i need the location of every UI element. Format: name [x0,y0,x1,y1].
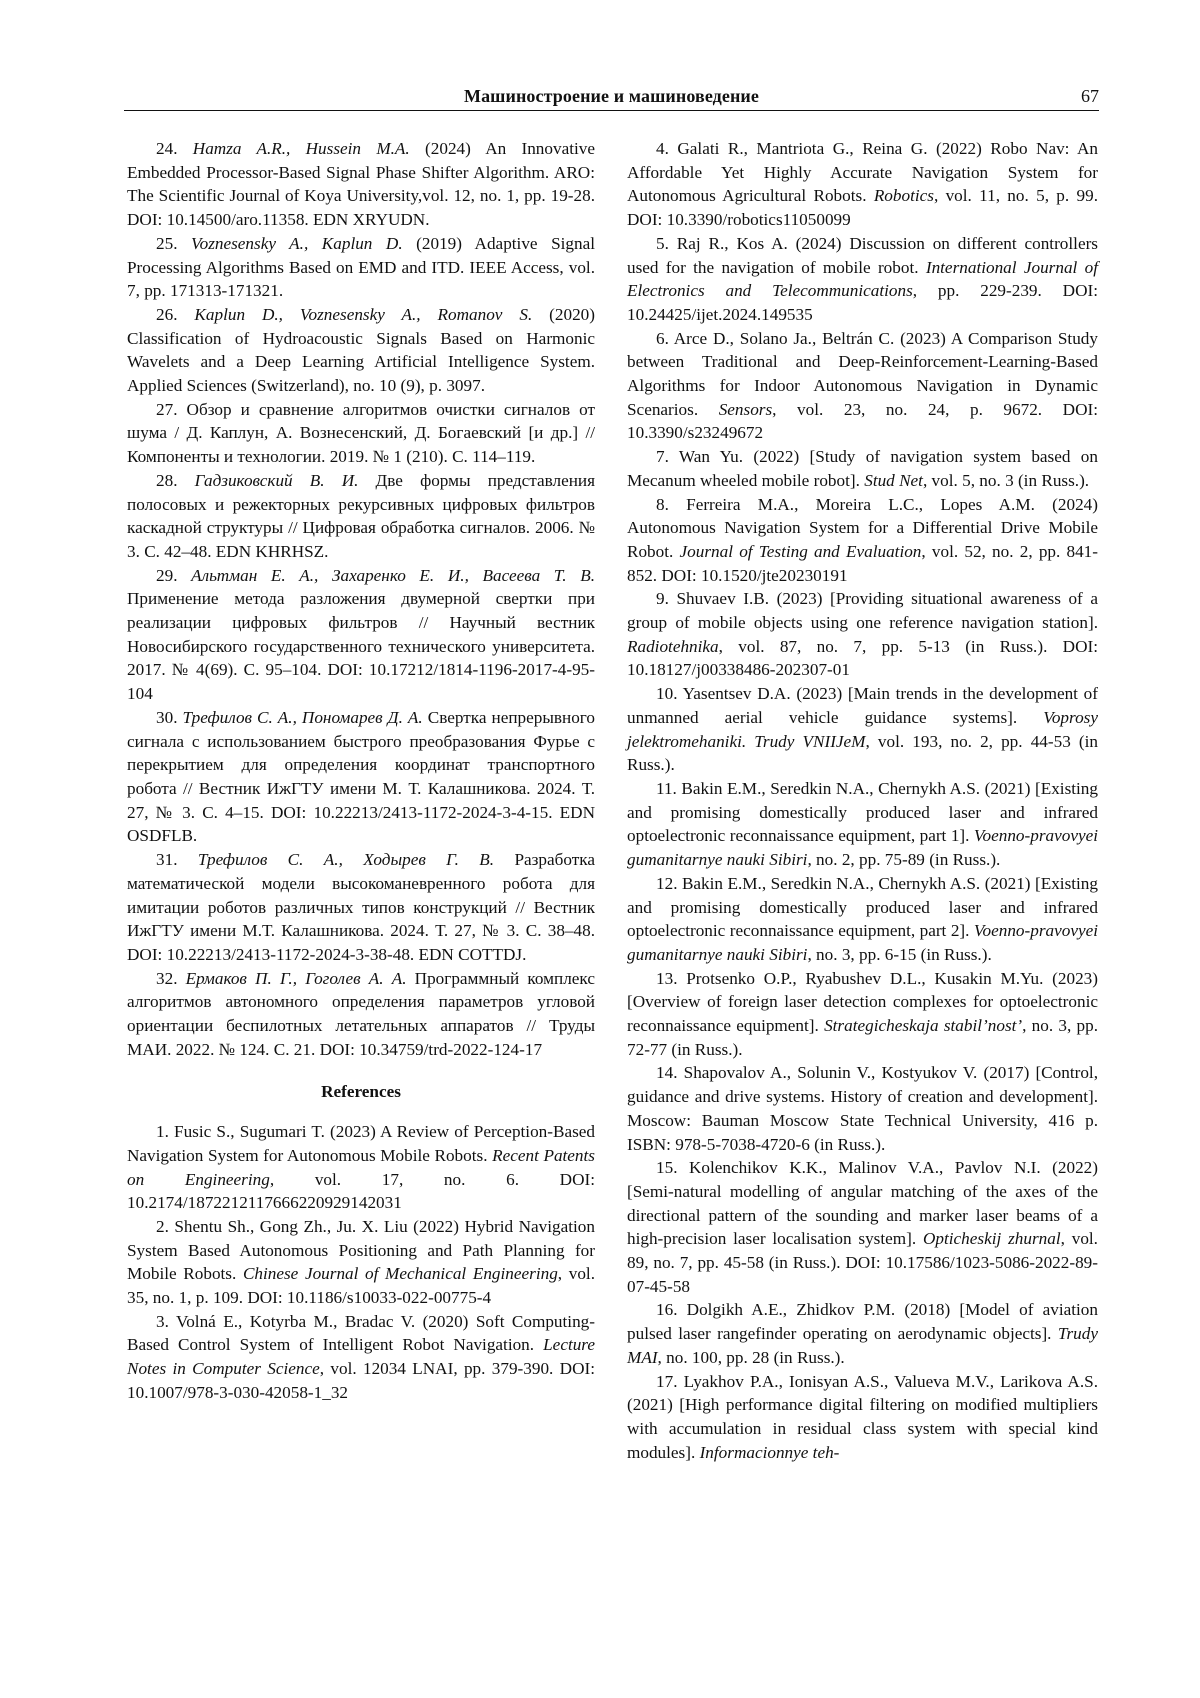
reference-item [627,1370,1098,1465]
reference-source: Chinese Journal of Mechanical Engineering [242,1264,558,1284]
reference-item [127,1310,595,1405]
reference-number: 11. [656,778,677,798]
reference-text: Программный комплекс алгоритмов автономного определения параметров угловой ориентации беспилотных летательных аппаратов // Труды МАИ. 2022. № 124. С. 21. DOI: 10.34759/trd-2022-124-17 [127,968,595,1059]
reference-number: 6. [656,328,669,348]
reference-number: 29. [156,565,192,585]
reference-number: 17. [656,1371,678,1391]
reference-number: 28. [156,470,195,490]
reference-item [127,1215,595,1310]
reference-text: Shuvaev I.B. (2023) [Providing situational awareness of a group of mobile objects using one reference navigation station]. [627,589,1098,633]
reference-source: Opticheskij zhurnal [922,1229,1061,1249]
reference-item [127,398,595,469]
reference-number: 26. [156,304,195,324]
reference-item [627,232,1098,327]
reference-item [627,1061,1098,1156]
reference-source: Journal of Testing and Evaluation [679,541,922,561]
reference-item [127,303,595,398]
reference-item [627,445,1098,492]
reference-source: Trudy MAI [627,1324,1098,1367]
reference-text: Две формы представления полосовых и режекторных рекурсивных цифровых фильтров каскадной структуры // Цифровая обработка сигналов. 2006. № 3. С. 42–48. EDN KHRHSZ. [127,470,596,561]
reference-source: Sensors [718,399,773,419]
reference-item [127,848,595,967]
reference-text: Обзор и сравнение алгоритмов очистки сигналов от шума / Д. Каплун, А. Вознесенский, Д. Богаевский [и др.] // Компоненты и технологии. 2019. № 1 (210). С. 114–119. [127,399,595,467]
reference-text: Ferreira M.A., Moreira L.C., Lopes A.M. (2024) Autonomous Navigation System for a Differential Drive Mobile Robot. [627,494,1098,561]
reference-authors: Трефилов С. А., Ходырев Г. В. [197,850,495,870]
reference-authors: Гадзиковский В. И. [194,470,359,490]
reference-text: (2020) Classification of Hydroacoustic Signals Based on Harmonic Wavelets and a Deep Learning Artificial Intelligence System. Applied Sciences (Switzerland), no. 10 (9), p. 3097. [127,304,596,396]
reference-text: Lyakhov P.A., Ionisyan A.S., Valueva M.V., Larikova A.S. (2021) [High performance digital filtering on modified multipliers with accumulation in residual class system with special kind modules]. [627,1371,1098,1462]
reference-item [627,137,1098,232]
reference-text: Arce D., Solano Ja., Beltrán C. (2023) A Comparison Study between Traditional and Deep-Reinforcement-Learning-Based Algorithms for Indoor Autonomous Navigation in Dynamic Scenarios. [627,328,1098,419]
reference-details: , no. 3, pp. 72-77 (in Russ.). [627,1016,1099,1059]
reference-text: Protsenko O.P., Ryabushev D.L., Kusakin M.Yu. (2023) [Overview of foreign laser detection complexes for optoelectronic reconnaissance equipment]. [627,968,1098,1036]
reference-details: , vol. 5, no. 3 (in Russ.). [922,470,1090,490]
reference-source: International Journal of Electronics and Telecommunications [627,257,1098,301]
reference-item [627,777,1098,872]
reference-number: 31. [156,850,198,870]
reference-number: 30. [156,707,183,727]
reference-number: 16. [656,1300,678,1320]
reference-text: Bakin E.M., Seredkin N.A., Chernykh A.S. (2021) [Existing and promising domestically produced laser and infrared optoelectronic reconnaissance equipment, part 2]. [627,873,1098,941]
journal-section-title: Машиностроение и машиноведение [463,86,759,106]
page-number: 67 [1081,86,1099,106]
reference-text: Galati R., Mantriota G., Reina G. (2022) Robo Nav: An Affordable Yet Highly Accurate Navigation System for Autonomous Agricultural Robots. [627,139,1098,206]
reference-source: Radiotehnika [627,636,719,656]
reference-authors: Трефилов С. А., Пономарев Д. А. [182,707,423,727]
reference-text: (2019) Adaptive Signal Processing Algorithms Based on EMD and ITD. IEEE Access, vol. 7, pp. 171313-171321. [127,233,596,301]
reference-number: 9. [656,589,669,609]
reference-text: Shapovalov A., Solunin V., Kostyukov V. (2017) [Control, guidance and drive systems. History of creation and development]. Moscow: Bauman Moscow State Technical University, 416 p. ISBN: 978-5-7038-4720-6 (in Russ.). [627,1063,1098,1154]
reference-number: 13. [656,968,678,988]
reference-number: 27. [156,399,187,419]
reference-details: , vol. 193, no. 2, pp. 44-53 (in Russ.). [627,731,1098,775]
reference-source: Stud Net [864,470,923,490]
reference-item [627,327,1098,446]
reference-details: , vol. 17, no. 6. DOI: 10.2174/1872212117666220929142031 [127,1169,595,1213]
reference-source: Lecture Notes in Computer Science [127,1335,595,1379]
reference-authors: Voznesensky A., Kaplun D. [191,233,403,253]
right-column [627,137,1098,1464]
reference-source: Voenno-pravovyei gumanitarnye nauki Sibiri [627,921,1098,964]
reference-source: Recent Patents on Engineering [127,1145,595,1189]
reference-item [627,587,1098,682]
reference-text: Свертка непрерывного сигнала с использованием быстрого преобразования Фурье с перекрытием для определения координат транспортного робота // Вестник ИжГТУ имени М. Т. Калашникова. 2024. Т. 27, № 3. С. 4–15. DOI: 10.22213/2413-1172-2024-3-4-15. EDN OSDFLB. [127,707,596,846]
reference-source: Informacionnye teh- [699,1442,840,1462]
english-reference-list-right [627,137,1098,1464]
reference-text: Dolgikh A.E., Zhidkov P.M. (2018) [Model of aviation pulsed laser rangefinder operating on aerodynamic objects]. [627,1300,1098,1344]
reference-authors: Ермаков П. Г., Гоголев А. А. [185,968,407,988]
reference-source: Voprosy jelektromehaniki. Trudy VNIIJeM [627,707,1098,751]
reference-text: Bakin E.M., Seredkin N.A., Chernykh A.S. (2021) [Existing and promising domestically produced laser and infrared optoelectronic reconnaissance equipment, part 1]. [627,778,1098,846]
reference-source: Robotics [873,186,934,206]
reference-details: , pp. 229-239. DOI: 10.24425/ijet.2024.149535 [627,281,1098,324]
reference-text: Volná E., Kotyrba M., Bradac V. (2020) Soft Computing-Based Control System of Intelligent Robot Navigation. [127,1311,595,1355]
reference-number: 3. [156,1311,169,1331]
reference-text: Raj R., Kos A. (2024) Discussion on different controllers used for the navigation of mobile robot. [627,233,1098,277]
reference-item [627,967,1098,1062]
reference-text: (2024) An Innovative Embedded Processor-Based Signal Phase Shifter Algorithm. ARO: The Scientific Journal of Koya University,vol. 12, no. 1, pp. 19-28. DOI: 10.14500/aro.11358. EDN XRYUDN. [127,139,595,230]
reference-number: 2. [156,1216,169,1236]
reference-details: , no. 100, pp. 28 (in Russ.). [657,1347,845,1367]
reference-number: 25. [156,233,192,253]
reference-details: , vol. 87, no. 7, pp. 5-13 (in Russ.). DOI: 10.18127/j00338486-202307-01 [627,636,1098,680]
reference-authors: Hamza A.R., Hussein M.A. [192,139,410,158]
reference-details: , vol. 12034 LNAI, pp. 379-390. DOI: 10.1007/978-3-030-42058-1_32 [127,1359,595,1402]
reference-details: , vol. 35, no. 1, p. 109. DOI: 10.1186/s10033-022-00775-4 [127,1264,595,1308]
russian-reference-list [127,137,595,1061]
reference-details: , vol. 52, no. 2, pp. 841-852. DOI: 10.1520/jte20230191 [627,541,1099,585]
reference-item [127,564,595,706]
reference-item [127,706,595,848]
reference-number: 15. [656,1158,678,1178]
reference-number: 32. [156,968,186,988]
reference-number: 24. [156,139,193,158]
reference-item [127,1120,595,1215]
reference-number: 10. [656,684,678,704]
reference-authors: Kaplun D., Voznesensky A., Romanov S. [194,304,533,324]
reference-item [627,872,1098,967]
reference-text: Shentu Sh., Gong Zh., Ju. X. Liu (2022) Hybrid Navigation System Based Autonomous Positioning and Path Planning for Mobile Robots. [127,1216,595,1284]
reference-number: 1. [156,1122,169,1142]
reference-text: Применение метода разложения двумерной свертки при реализации цифровых фильтров // Научный вестник Новосибирского государственного технического университета. 2017. № 4(69). С. 95–104. DOI: 10.17212/1814-1196-2017-4-95-104 [127,589,595,704]
reference-details: , vol. 11, no. 5, p. 99. DOI: 10.3390/robotics11050099 [627,186,1098,230]
reference-text: Wan Yu. (2022) [Study of navigation system based on Mecanum wheeled mobile robot]. [627,447,1098,490]
reference-item [627,682,1098,777]
reference-number: 12. [656,873,678,893]
reference-number: 8. [656,494,669,514]
reference-item [127,469,595,564]
reference-item [627,493,1098,588]
reference-authors: Альтман Е. А., Захаренко Е. И., Васеева Т. В. [191,565,596,585]
reference-details: , no. 3, pp. 6-15 (in Russ.). [807,944,992,964]
left-column [127,137,595,1405]
reference-item [127,232,595,303]
reference-source: Voenno-pravovyei gumanitarnye nauki Sibiri [627,826,1098,870]
english-reference-list-left [127,1120,595,1404]
reference-text: Разработка математической модели высокоманевренного робота для имитации роботов различных типов конструкций // Вестник ИжГТУ имени М.Т. Калашникова. 2024. Т. 27, № 3. С. 38–48. DOI: 10.22213/2413-1172-2024-3-38-48. EDN COTTDJ. [127,850,595,964]
reference-number: 5. [656,233,669,253]
reference-text: Kolenchikov K.K., Malinov V.A., Pavlov N.I. (2022) [Semi-natural modelling of angular matching of the axes of the directional pattern of the sounding and marker laser beams of a high-precision laser localisation system]. [627,1158,1098,1249]
running-header [124,86,1099,111]
reference-details: , vol. 23, no. 24, p. 9672. DOI: 10.3390/s23249672 [627,399,1098,443]
reference-item [627,1156,1098,1298]
reference-details: , no. 2, pp. 75-89 (in Russ.). [807,850,1001,870]
reference-number: 7. [656,447,669,467]
reference-item [127,137,595,232]
reference-text: Fusic S., Sugumari T. (2023) A Review of Perception-Based Navigation System for Autonomous Mobile Robots. [127,1122,595,1165]
references-heading: References [321,1082,401,1102]
reference-item [627,1298,1098,1369]
reference-text: Yasentsev D.A. (2023) [Main trends in the development of unmanned aerial vehicle guidance systems]. [627,684,1098,727]
reference-source: Strategicheskaja stabil’nost’ [824,1016,1023,1036]
reference-number: 4. [656,139,669,158]
reference-details: , vol. 89, no. 7, pp. 45-58 (in Russ.). DOI: 10.17586/1023-5086-2022-89-07-45-58 [627,1229,1098,1296]
reference-number: 14. [656,1063,678,1083]
reference-item [127,967,595,1062]
